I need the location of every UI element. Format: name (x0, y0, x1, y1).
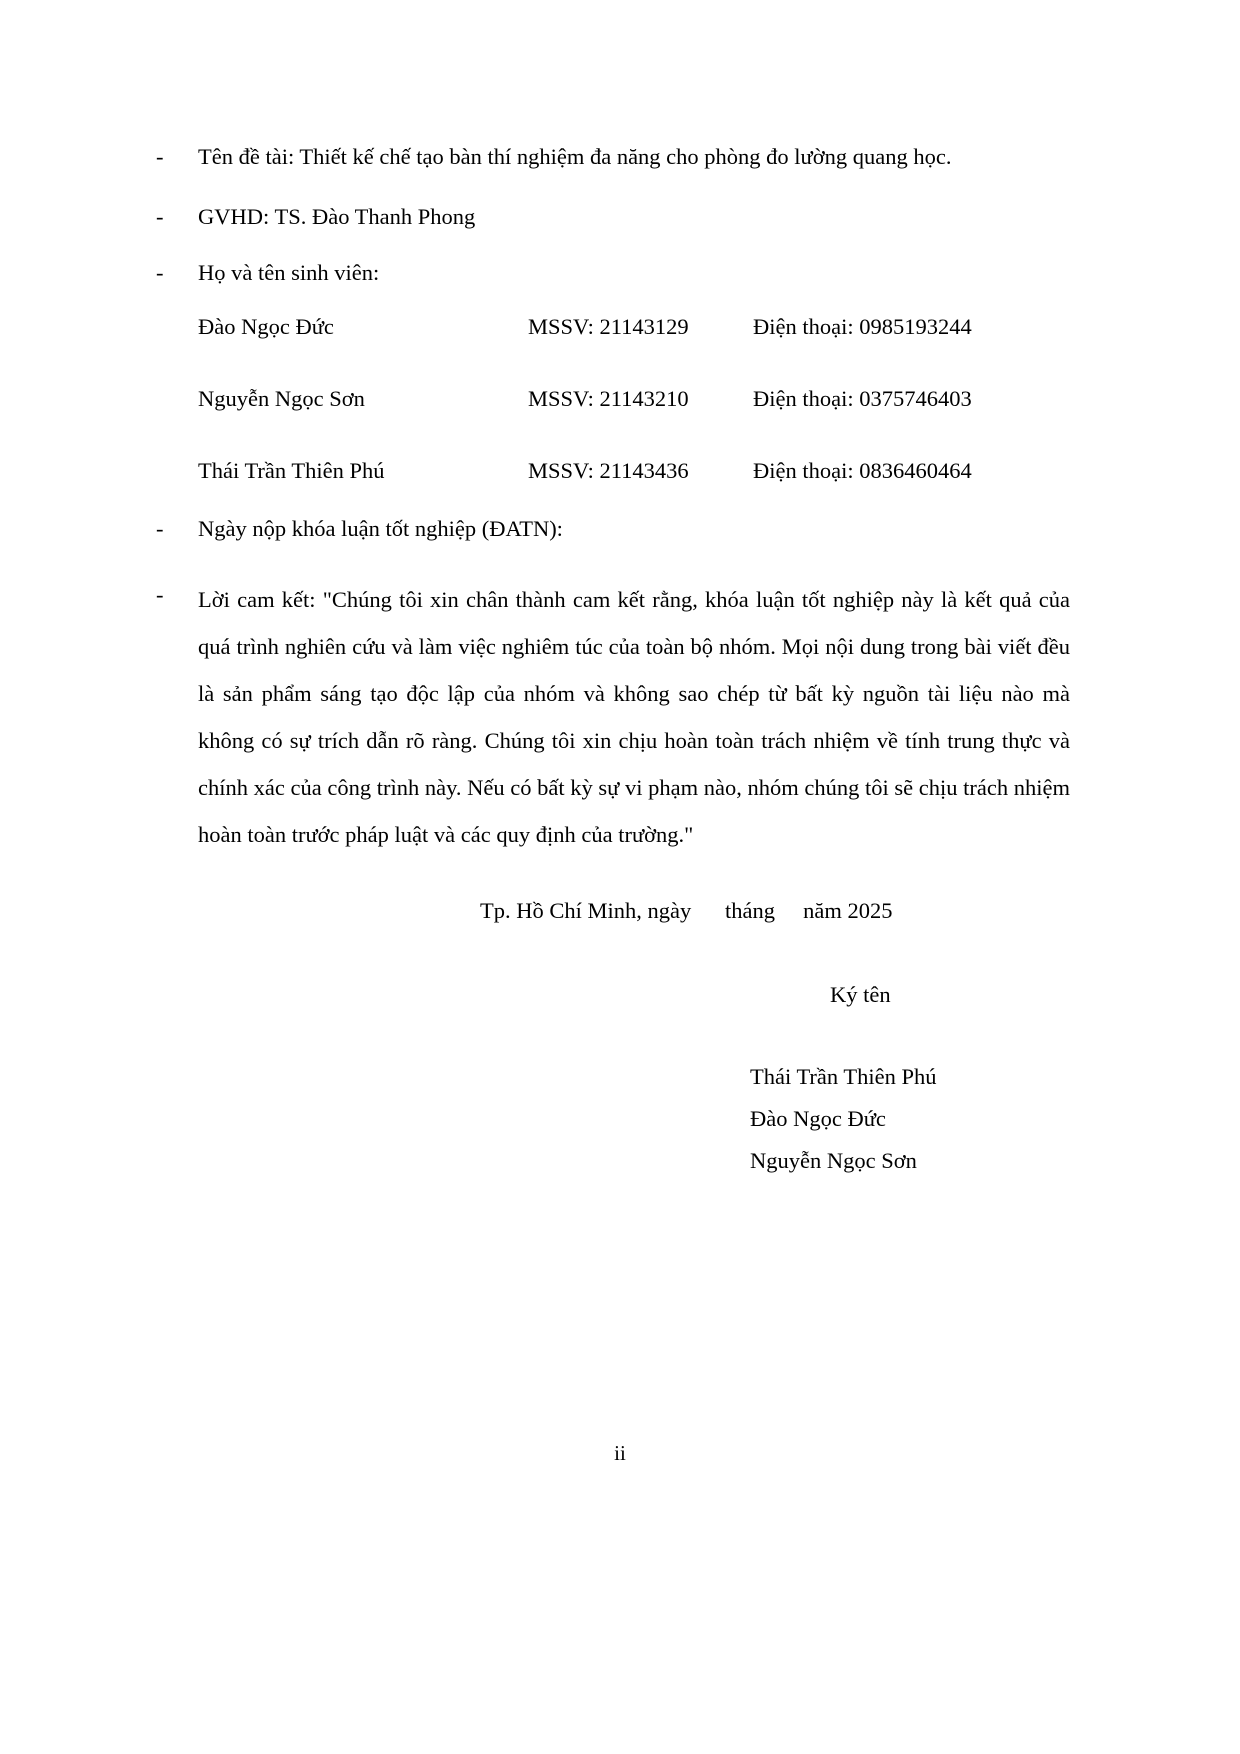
bullet-dash-icon: - (156, 582, 164, 607)
commitment-text: Lời cam kết: "Chúng tôi xin chân thành cam kết rằng, khóa luận tốt nghiệp này là kết quả của quá trình nghiên cứu và làm việc nghiêm túc của toàn bộ nhóm. Mọi nội dung trong bài viết đều là sản phẩm sáng tạo độc lập của nhóm và không sao chép từ bất kỳ nguồn tài liệu nào mà không có sự trích dẫn rõ ràng. Chúng tôi xin chịu hoàn toàn trách nhiệm về tính trung thực và chính xác của công trình này. Nếu có bất kỳ sự vi phạm nào, nhóm chúng tôi sẽ chịu trách nhiệm hoàn toàn trước pháp luật và các quy định của trường." (198, 587, 1070, 847)
thesis-title-text: Tên đề tài: Thiết kế chế tạo bàn thí nghiệm đa năng cho phòng đo lường quang học. (198, 144, 952, 169)
student-phone: Điện thoại: 0985193244 (753, 314, 972, 339)
student-mssv: MSSV: 21143129 (528, 314, 689, 339)
student-phone: Điện thoại: 0836460464 (753, 458, 972, 483)
table-row (198, 310, 1070, 344)
list-item-advisor (150, 198, 1070, 236)
list-item: Thái Trần Thiên Phú (750, 1064, 937, 1089)
bullet-dash-icon: - (156, 204, 164, 229)
advisor-text: GVHD: TS. Đào Thanh Phong (198, 204, 476, 229)
submission-date-text: Ngày nộp khóa luận tốt nghiệp (ĐATN): (198, 516, 563, 541)
student-mssv: MSSV: 21143210 (528, 386, 689, 411)
page-number: ii (614, 1441, 626, 1465)
bullet-dash-icon: - (156, 144, 164, 169)
bullet-dash-icon: - (156, 260, 164, 285)
closing-place-date: Tp. Hồ Chí Minh, ngày tháng năm 2025 (480, 898, 893, 923)
students-table (150, 310, 1070, 488)
student-mssv: MSSV: 21143436 (528, 458, 689, 483)
student-name: Nguyễn Ngọc Sơn (198, 386, 365, 411)
list-item-students-heading (150, 254, 1070, 292)
table-row (198, 454, 1070, 488)
list-item-submission-date (150, 510, 1070, 548)
student-name: Thái Trần Thiên Phú (198, 458, 385, 483)
list-item: Nguyễn Ngọc Sơn (750, 1148, 917, 1173)
signer-list (150, 1056, 1070, 1182)
student-phone: Điện thoại: 0375746403 (753, 386, 972, 411)
bullet-dash-icon: - (156, 516, 164, 541)
page-content (150, 138, 1070, 1182)
list-item: Đào Ngọc Đức (750, 1106, 886, 1131)
signature-label: Ký tên (830, 982, 891, 1007)
students-heading-text: Họ và tên sinh viên: (198, 260, 380, 285)
table-row (198, 382, 1070, 416)
list-item-thesis-title (150, 138, 1070, 176)
student-name: Đào Ngọc Đức (198, 314, 334, 339)
list-item-commitment (150, 576, 1070, 858)
